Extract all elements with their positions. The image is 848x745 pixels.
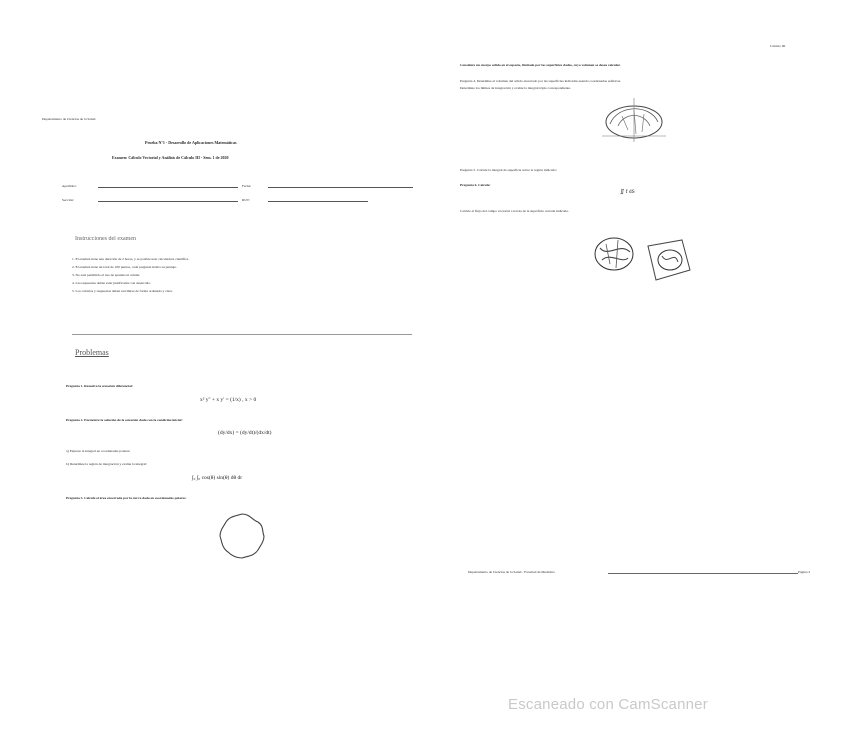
- left-header: Departamento de Ciencias de la Salud: [42, 117, 96, 121]
- instructions-list: [72, 257, 417, 301]
- instruction-item: 4. Las respuestas deben estar justificadas con desarrollo.: [72, 281, 152, 285]
- equation-q6: ∬ f dS: [620, 189, 635, 195]
- problem-3: Pregunta 3. Calcule el área encerrada por la curva dada en coordenadas polares:: [66, 496, 187, 500]
- equation-1: x² y'' + x y' = (1/x) , x > 0: [200, 397, 257, 403]
- solid-figure-2: [592, 234, 638, 274]
- camscanner-watermark: Escaneado con CamScanner: [508, 696, 708, 713]
- paragraph-3: Determine los límites de integración y evalúe la integral triple correspondiente.: [460, 86, 571, 90]
- section-heading: Problemas: [75, 348, 109, 357]
- problem-2b: b) Determine la región de integración y evalúe la integral:: [66, 462, 148, 466]
- field-section-line: [98, 201, 238, 202]
- exam-title-line2: Examen: Cálculo Vectorial y Análisis de Cálculo III - Sem. 1 de 2020: [112, 156, 229, 160]
- right-header: Cálculo III: [770, 44, 786, 48]
- problem-2a: a) Exprese la integral en coordenadas polares:: [66, 449, 131, 453]
- left-page: [0, 0, 430, 600]
- question-6: Pregunta 6. Calcule:: [460, 183, 491, 187]
- paragraph-1: Considere un cuerpo sólido en el espacio, limitado por las superficies dadas, cuyo volumen se desea calcular.: [460, 63, 621, 67]
- instruction-item: 1. El examen tiene una duración de 2 horas, y es posible usar calculadora científica.: [72, 257, 190, 261]
- problem-2: Pregunta 2. Encuentre la solución de la ecuación dada con la condición inicial:: [66, 418, 183, 422]
- exam-title-line1: Prueba N°1 - Desarrollo de Aplicaciones Matemáticas: [145, 141, 237, 145]
- field-rut-line: [268, 201, 368, 202]
- footer-line: [608, 573, 798, 574]
- field-date-label: Fecha:: [242, 184, 252, 188]
- polar-curve-figure: [216, 510, 268, 562]
- equation-2: (dy/dx) = (dy/dt)/(dx/dt): [218, 430, 272, 436]
- problem-1: Pregunta 1. Resuelva la ecuación diferencial:: [66, 384, 133, 388]
- footer-left: Departamento de Ciencias de la Salud - Facultad de Medicina: [468, 570, 555, 574]
- divider: [72, 334, 412, 335]
- question-7: Calcule el flujo del campo vectorial a través de la superficie cerrada indicada.: [460, 209, 569, 213]
- equation-3: ∫₀ ∫₀ cos(θ) sin(θ) dθ dr: [192, 475, 243, 481]
- solid-figure-1: [598, 96, 670, 146]
- field-rut-label: RUT:: [242, 198, 250, 202]
- solid-figure-3: [640, 236, 696, 288]
- question-5: Pregunta 5. Calcule la integral de superficie sobre la región indicada:: [460, 168, 557, 172]
- instruction-item: 5. Los cálculos y respuestas deben escribirse de forma ordenada y clara.: [72, 289, 173, 293]
- footer-right: Página 2: [798, 570, 811, 574]
- instruction-item: 3. No está permitido el uso de apuntes ni celular.: [72, 273, 141, 277]
- paragraph-2: Pregunta 4. Determine el volumen del sólido encerrado por las superficies indicadas usando coordenadas esféricas.: [460, 79, 621, 83]
- field-name-label: Apellidos:: [62, 184, 77, 188]
- instructions-heading: Instrucciones del examen: [75, 236, 136, 242]
- right-page: [430, 0, 848, 600]
- instruction-item: 2. El examen tiene un total de 100 puntos, cada pregunta indica su puntaje.: [72, 265, 177, 269]
- field-date-line: [268, 187, 413, 188]
- field-section-label: Sección:: [62, 198, 75, 202]
- field-name-line: [98, 187, 238, 188]
